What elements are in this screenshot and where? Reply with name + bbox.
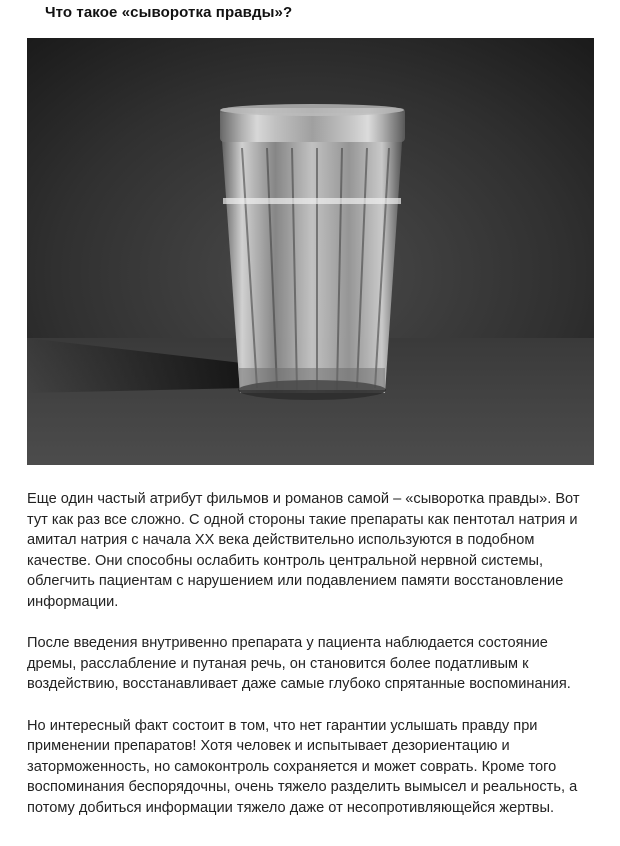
paragraph-2: После введения внутривенно препарата у пациента наблюдается состояние дремы, расслабление и путаная речь, он становится более податливым к воздействию, восстанавливает даже самые глубоко спрятанные воспоминания. <box>27 635 571 692</box>
glass-of-water-image <box>27 38 594 465</box>
paragraph-3: Но интересный факт состоит в том, что нет гарантии услышать правду при применении препаратов! Хотя человек и испытывает дезориентацию и заторможенность, но самоконтроль сохраняется и может соврать. Кроме того воспоминания беспорядочны, очень тяжело разделить вымысел и реальность, а потому добиться информации тяжело даже от несопротивляющейся жертвы. <box>27 717 578 816</box>
article-photo <box>27 38 594 465</box>
article-title: Что такое «сыворотка правды»? <box>45 4 293 21</box>
paragraph-1: Еще один частый атрибут фильмов и романов самой – «сыворотка правды». Вот тут как раз все сложно. С одной стороны такие препараты как пентотал натрия и амитал натрия с начала XX века действительно используются в подобном качестве. Они способны ослабить контроль центральной нервной системы, облегчить пациентам с нарушением или подавлением памяти восстановление информации. <box>27 491 580 610</box>
article-body <box>27 489 599 839</box>
